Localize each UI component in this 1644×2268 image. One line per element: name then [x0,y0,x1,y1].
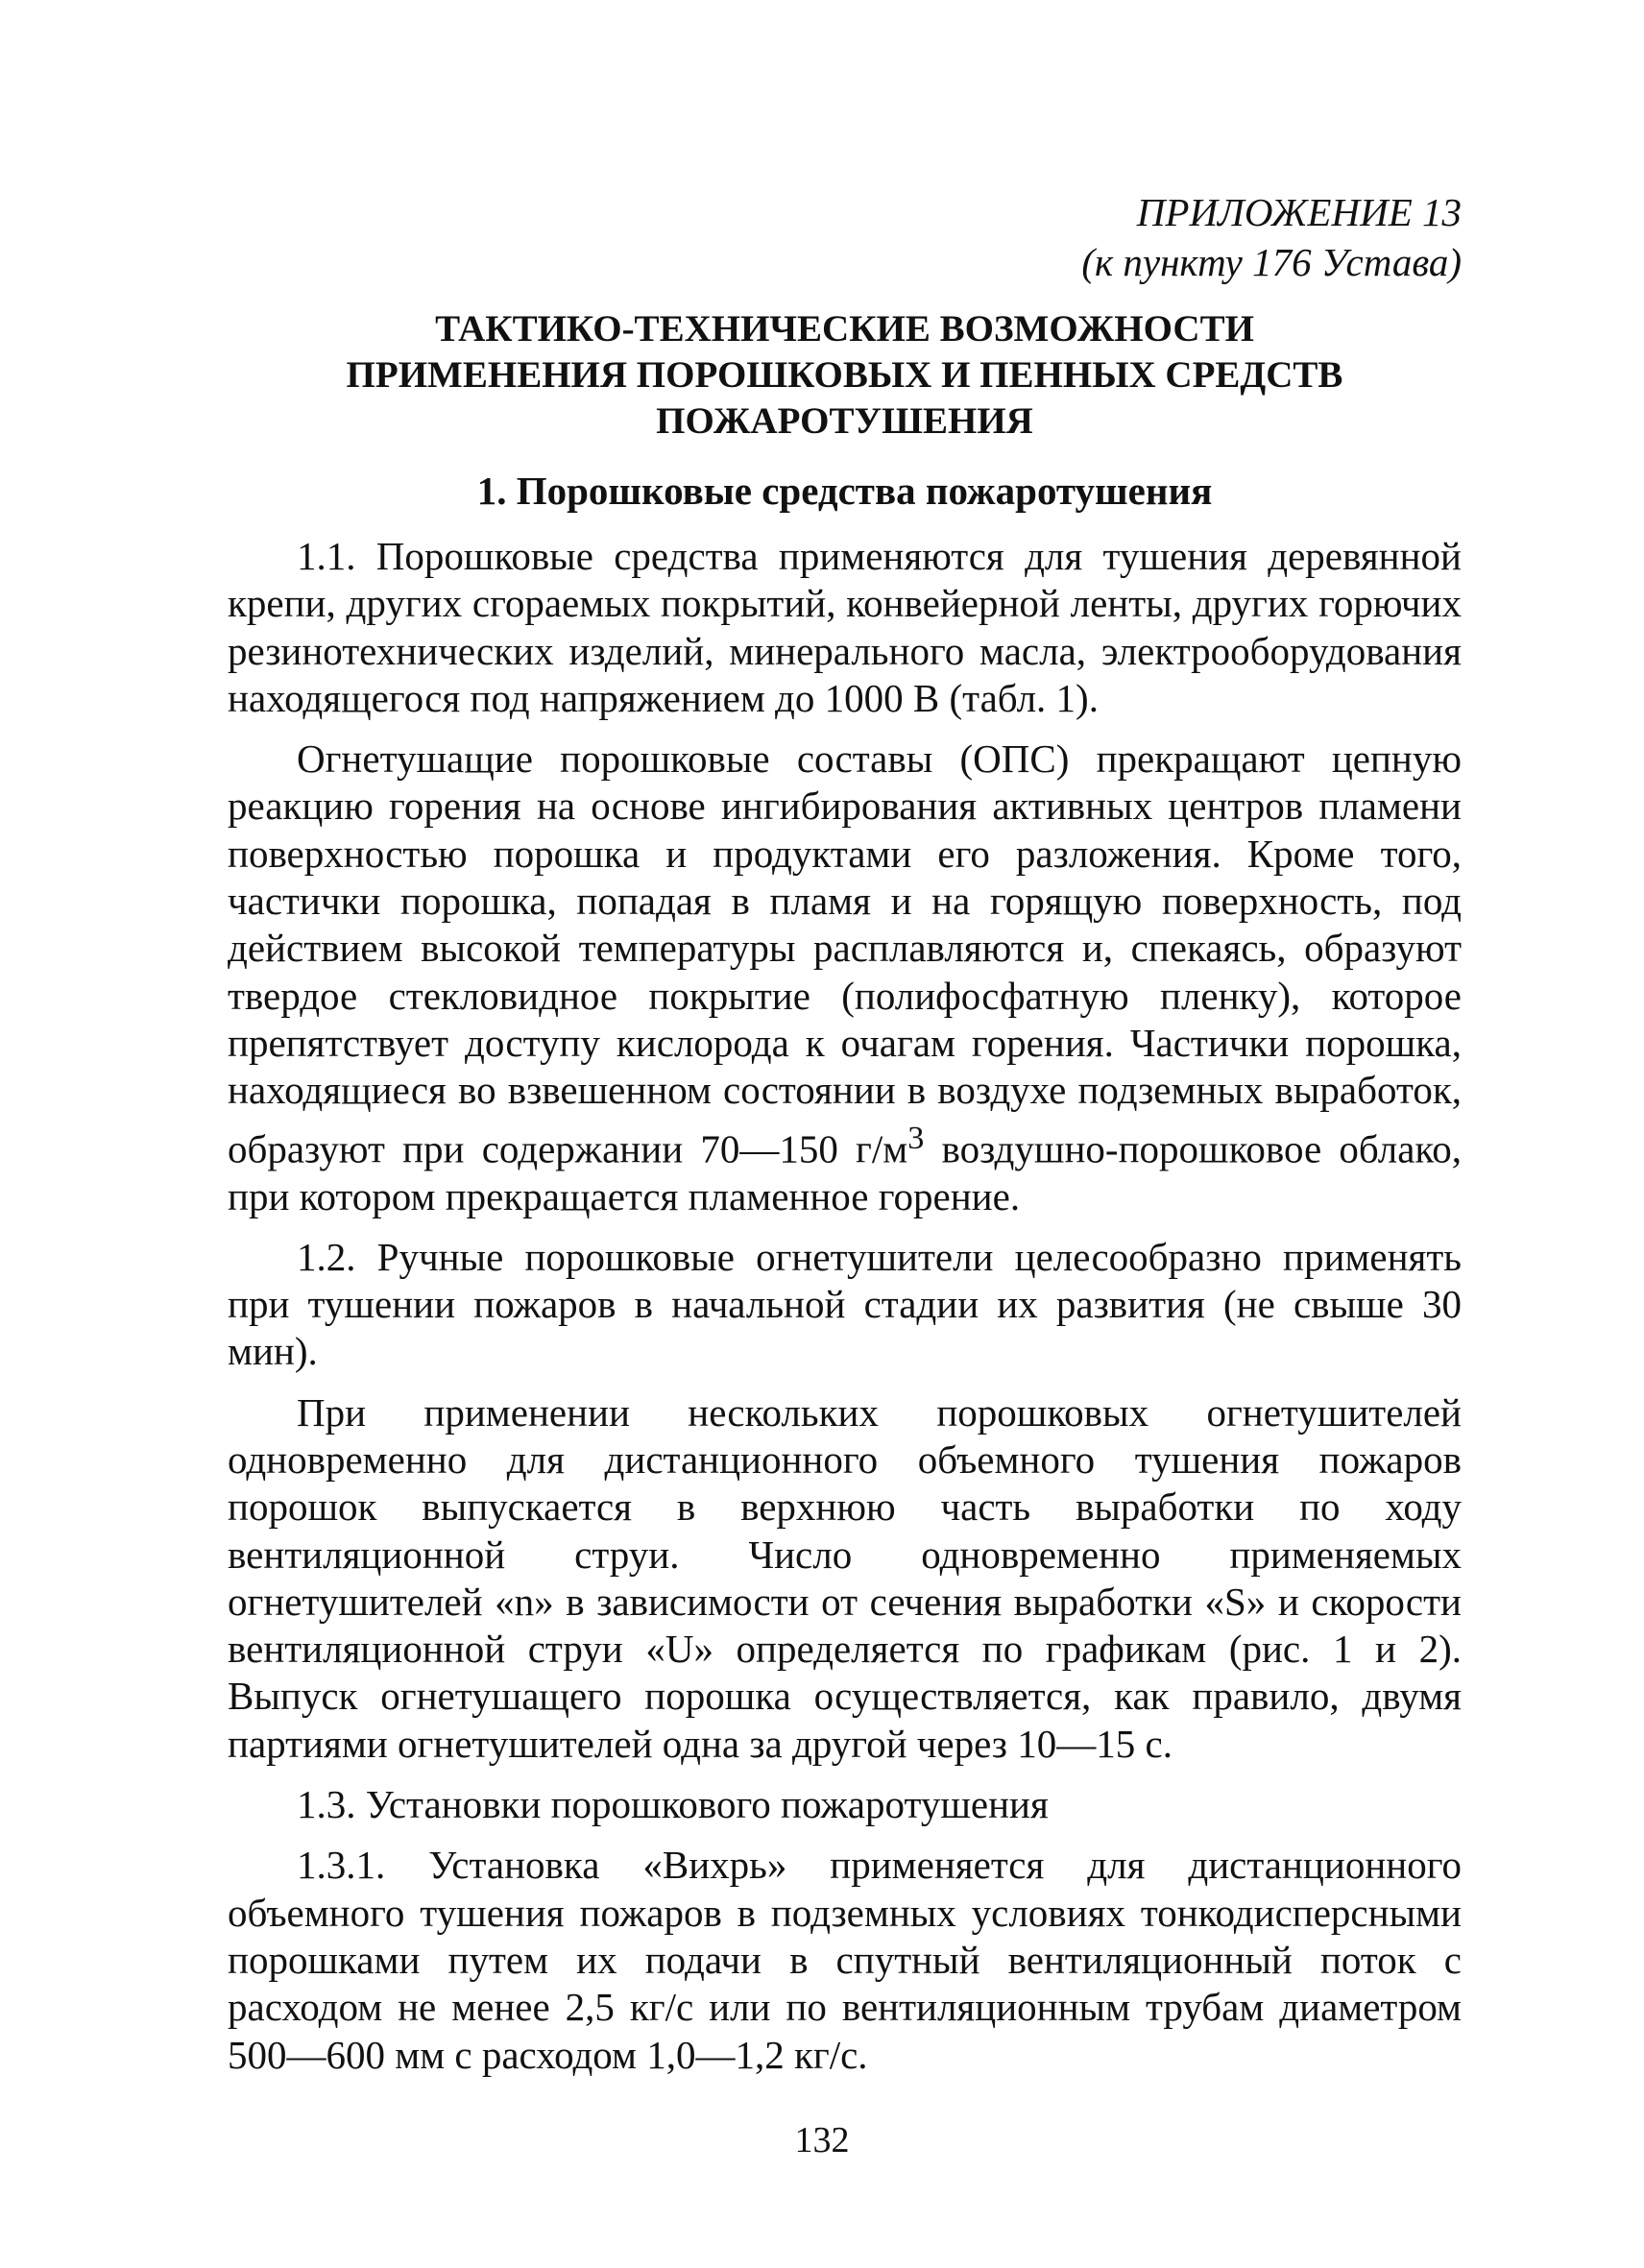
paragraph-powder-mechanism [228,736,1462,1220]
paragraph-1-2: 1.2. Ручные порошковые огнетушители целесообразно применять при тушении пожаров в начальной стадии их развития (не свыше 30 мин). [228,1234,1462,1374]
paragraph-multiple-extinguishers: При применении нескольких порошковых огнетушителей одновременно для дистанционного объемного тушения пожаров порошок выпускается в верхнюю часть выработки по ходу вентиляционной струи. Число одновременно применяемых огнетушителей «n» в зависимости от сечения выработки «S» и скорости вентиляционной струи «U» определяется по графикам (рис. 1 и 2). Выпуск огнетушащего порошка осуществляется, как правило, двумя партиями огнетушителей одна за другой через 10—15 с. [228,1389,1462,1766]
title-line-3: ПОЖАРОТУШЕНИЯ [656,400,1033,442]
page-number: 132 [794,2120,850,2160]
document-page [228,187,1462,2079]
paragraph-1-3-1: 1.3.1. Установка «Вихрь» применяется для дистанционного объемного тушения пожаров в подземных условиях тонкодисперсными порошками путем их подачи в спутный вентиляционный поток с расходом не менее 2,5 кг/с или по вентиляционным трубам диаметром 500—600 мм с расходом 1,0—1,2 кг/с. [228,1843,1462,2077]
paragraph-text: Огнетушащие порошковые составы (ОПС) прекращают цепную реакцию горения на основе ингибирования активных центров пламени поверхностью порошка и продуктами его разложения. Кроме того, частички порошка, попадая в пламя и на горящую поверхность, под действием высокой температуры расплавляются и, спекаясь, образуют твердое стекловидное покрытие (полифосфатную пленку), которое препятствует доступу кислорода к очагам горения. Частички порошка, находящиеся во взвешенном состоянии в воздухе подземных выработок, образуют при содержании 70—150 г/м [228,736,1462,1171]
paragraph-1-3: 1.3. Установки порошкового пожаротушения [297,1782,1049,1827]
title-line-2: ПРИМЕНЕНИЯ ПОРОШКОВЫХ И ПЕННЫХ СРЕДСТВ [346,354,1343,396]
appendix-header [228,187,1462,287]
appendix-reference: (к пункту 176 Устава) [1081,240,1462,284]
title-line-1: ТАКТИКО-ТЕХНИЧЕСКИЕ ВОЗМОЖНОСТИ [435,308,1254,350]
paragraph-text: воздушно-порошковое облако, при котором прекращается пламенное горение. [228,1126,1462,1218]
appendix-label: ПРИЛОЖЕНИЕ 13 [1136,190,1462,234]
section-heading: 1. Порошковые средства пожаротушения [476,469,1213,513]
superscript: 3 [907,1120,925,1156]
document-title [228,306,1462,445]
paragraph-1-1: 1.1. Порошковые средства применяются для тушения деревянной крепи, других сгораемых покрытий, конвейерной ленты, других горючих резинотехнических изделий, минерального масла, электрооборудования находящегося под напряжением до 1000 В (табл. 1). [228,534,1462,720]
